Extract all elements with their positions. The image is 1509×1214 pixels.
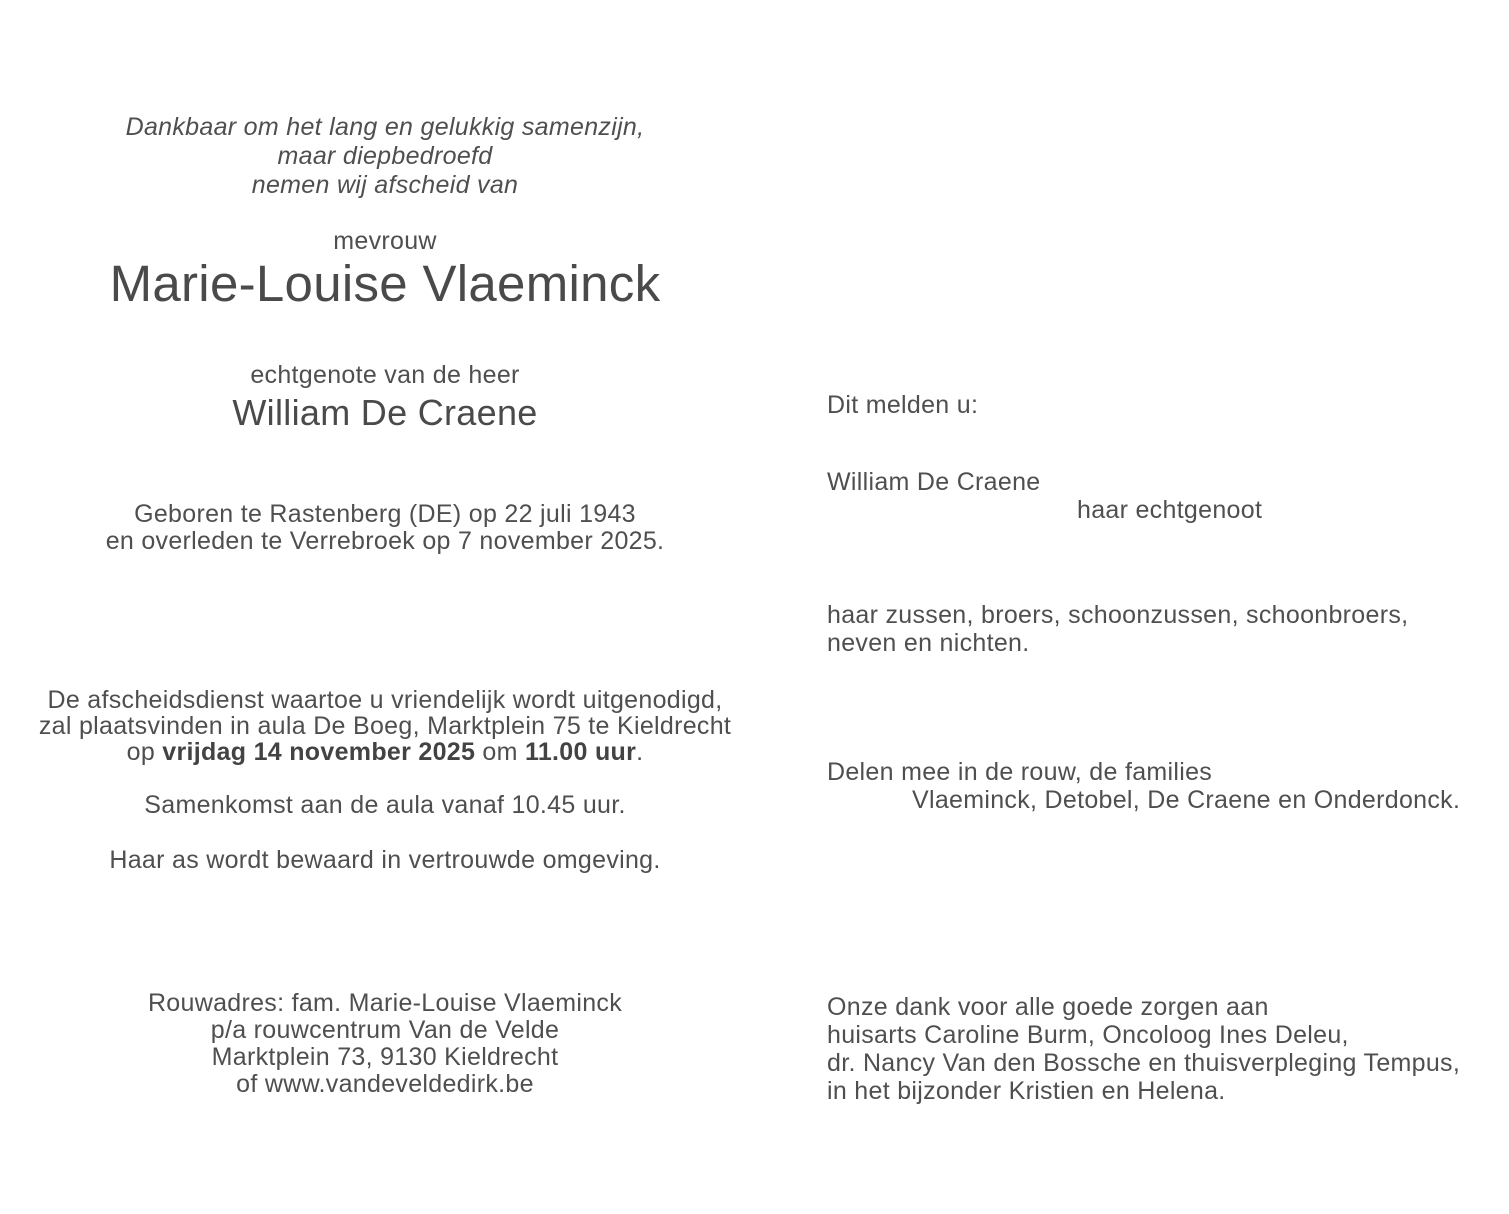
announcer-relation: haar echtgenoot [1077, 496, 1263, 524]
intro-verse-line: Dankbaar om het lang en gelukkig samenzijn, [125, 113, 645, 141]
thanks-line: in het bijzonder Kristien en Helena. [827, 1077, 1226, 1105]
birth-line: Geboren te Rastenberg (DE) op 22 juli 1943 [134, 500, 636, 528]
thanks-line: dr. Nancy Van den Bossche en thuisverpleging Tempus, [827, 1049, 1461, 1077]
life-dates [35, 501, 735, 555]
spouse-name: William De Craene [232, 392, 538, 433]
spouse-prefix: echtgenote van de heer [250, 361, 520, 389]
service-line: zal plaatsvinden in aula De Boeg, Marktplein 75 te Kieldrecht [38, 712, 732, 740]
deceased-name: Marie-Louise Vlaeminck [109, 255, 661, 312]
intro-verse-line: maar diepbedroefd [277, 142, 493, 170]
thanks-paragraph [827, 993, 1472, 1105]
mourning-address-line: p/a rouwcentrum Van de Velde [210, 1016, 560, 1044]
service-line: De afscheidsdienst waartoe u vriendelijk wordt uitgenodigd, [47, 686, 723, 714]
intro-verse-line: nemen wij afscheid van [251, 171, 519, 199]
service-date-line [35, 739, 735, 765]
mourning-address-line: Marktplein 73, 9130 Kieldrecht [211, 1043, 559, 1071]
service-date: vrijdag 14 november 2025 [162, 738, 476, 766]
thanks-line: huisarts Caroline Burm, Oncoloog Ines Deleu, [827, 1021, 1349, 1049]
mourning-address-line: Rouwadres: fam. Marie-Louise Vlaeminck [147, 989, 623, 1017]
family-members-line: haar zussen, broers, schoonzussen, schoonbroers, [827, 601, 1409, 629]
mourning-address [35, 990, 735, 1098]
service-details [35, 687, 735, 765]
service-date-end: . [636, 738, 644, 766]
family-members-line: neven en nichten. [827, 629, 1030, 657]
announcer-name: William De Craene [827, 468, 1041, 496]
ashes-note: Haar as wordt bewaard in vertrouwde omgeving. [109, 846, 661, 874]
mourning-address-website: of www.vandeveldedirk.be [236, 1070, 534, 1098]
families-intro: Delen mee in de rouw, de families [827, 758, 1213, 786]
deceased-title-prefix: mevrouw [333, 227, 437, 255]
intro-verse [35, 113, 735, 200]
thanks-line: Onze dank voor alle goede zorgen aan [827, 993, 1269, 1021]
death-line: en overleden te Verrebroek op 7 november 2025. [105, 527, 665, 555]
announce-heading: Dit melden u: [827, 391, 979, 419]
service-date-mid: om [475, 738, 526, 766]
families-names: Vlaeminck, Detobel, De Craene en Onderdonck. [912, 786, 1461, 814]
gathering-note: Samenkomst aan de aula vanaf 10.45 uur. [144, 791, 626, 819]
service-time: 11.00 uur [525, 738, 637, 766]
service-date-pre: op [126, 738, 163, 766]
family-members [827, 601, 1472, 657]
